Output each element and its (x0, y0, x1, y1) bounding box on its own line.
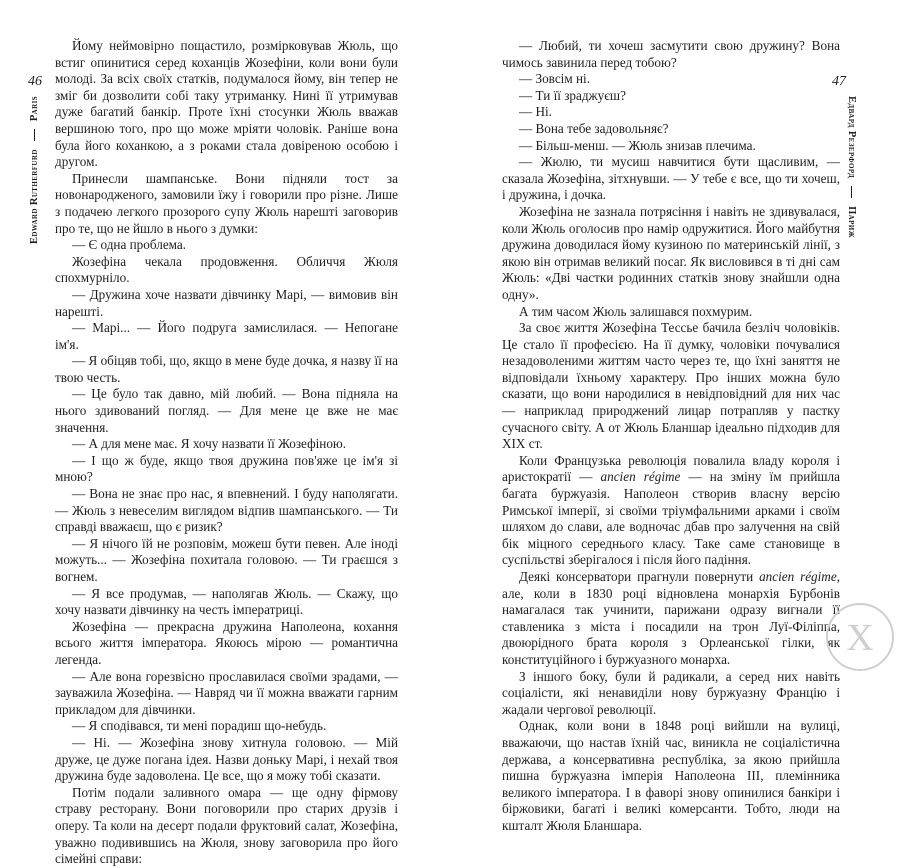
paragraph: — І що ж буде, якщо твоя дружина пов'яже це ім'я зі мною? (55, 452, 398, 485)
paragraph: — Дружина хоче назвати дівчинку Марі, — вимовив він нарешті. (55, 286, 398, 319)
paragraph: — Я сподівався, ти мені порадиш що-небудь. (72, 718, 327, 734)
paragraph: — Любий, ти хочеш засмутити свою дружину? Вона чимось завинила перед тобою? (502, 38, 840, 70)
paragraph: — Жюлю, ти мусиш навчитися бути щасливим, — сказала Жозефіна, зітхнувши. — У тебе є все, що ти хочеш, і дружина, і дочка. (502, 154, 840, 203)
paragraph: — Більш-менш. — Жюль знизав плечима. (519, 137, 756, 153)
paragraph: — Ти її зраджуєш? (519, 87, 626, 103)
paragraph: Деякі консерватори прагнули повернути ancien régime, але, коли в 1830 році відновлена монархія Бурбонів намагалася так учинити, парижани одразу вигнали її ставленика з міста і посадили на трон Луї-Філіппа, двоюрідного брата короля з Орлеанської гілки, як конституційного і буржуазного монарха. (502, 569, 840, 667)
paragraph: — Я все продумав, — наполягав Жюль. — Скажу, що хочу назвати дівчинку на честь імператриці. (55, 585, 398, 618)
paragraph: — Я нічого їй не розповім, можеш бути певен. Але іноді можуть... — Жозефіна похитала головою. — Ти граєшся з вогнем. (55, 535, 398, 584)
paragraph: — Є одна проблема. (72, 237, 187, 253)
paragraph: — Але вона горезвісно прославилася своїми зрадами, — зауважила Жозефіна. — Навряд чи її можна вважати гарним прикладом для дівчинки. (55, 668, 398, 717)
page-number: 46 (28, 74, 42, 89)
paragraph: Йому неймовірно пощастило, розмірковував Жюль, що встиг опинитися серед коханців Жозефіни, коли вони були молоді. За всіх своїх статків, подумалося йому, він тепер не зміг би дозволити собі таку утриманку. Нині її утримував дуже багатий банкір. Проте їхні стосунки Жюль вважав вершиною того, про що може мріяти чоловік. Раніше вона була його коханкою, а з роками стала довіреною особою і другом. (55, 38, 398, 170)
watermark-letter: Х (846, 617, 874, 659)
page-number: 47 (832, 74, 846, 89)
publisher-watermark-icon (824, 601, 896, 673)
running-head (29, 96, 40, 244)
paragraph: Потім подали заливного омара — ще одну фірмову страву ресторану. Вони поговорили про старих друзів і оперу. Та коли на десерт подали фруктовий салат, Жозефіна, уважно подивившись на Жюля, знову заговорила про його сімейні справи: (55, 784, 398, 867)
running-head-separator (35, 129, 36, 141)
paragraph: З іншого боку, були й радикали, а серед них навіть соціалісти, які ненавиділи нову буржуазну Францію і жадали чергової революції. (502, 668, 840, 717)
body-text (55, 38, 398, 868)
paragraph: Жозефіна не зазнала потрясіння і навіть не здивувалася, коли Жюль оголосив про намір одружитися. Його майбутня дружина доводилася йому кузиною по материнській лінії, з якою він отримав великий посаг. Як висловився в ті дні сам Жюль: «Дві частки родинних статків знову знайшли одна одну». (502, 203, 840, 302)
paragraph: — Я обіцяв тобі, що, якщо в мене буде дочка, я назву її на твою честь. (55, 353, 398, 385)
running-head-separator (851, 186, 852, 198)
paragraph: За своє життя Жозефіна Тессье бачила безліч чоловіків. Це стало її професією. На її думку, чоловіки почувалися незадоволеними життям часто через те, що їхні заняття не відповідали їхньому характеру. Про інших можна було сказати, що вони народилися в невідповідний для них час — наприклад природжений лицар потрапляв у пастку сучасного світу. А от Жюль Бланшар ідеально підходив для XIX ст. (502, 320, 840, 452)
left-page (0, 0, 450, 867)
paragraph: — Марі... — Його подруга замислилася. — Непогане ім'я. (55, 320, 398, 352)
body-text (502, 38, 840, 835)
running-head (846, 96, 857, 238)
paragraph: — Зовсім ні. (519, 71, 591, 87)
paragraph: — Це було так давно, мій любий. — Вона підняла на нього здивований погляд. — Для мене це вже не має значення. (55, 386, 398, 435)
paragraph: — А для мене має. Я хочу назвати її Жозефіною. (72, 436, 347, 452)
running-head-author: Edward Rutherfurd (29, 149, 40, 245)
paragraph: Жозефіна чекала продовження. Обличчя Жюля спохмурніло. (55, 253, 398, 286)
paragraph: Принесли шампанське. Вони підняли тост за новонародженого, замовили їжу і говорили про різне. Лише з подачею легкого прозорого супу Жюль нарешті заговорив про те, що не йшло в нього з думки: (55, 170, 398, 236)
paragraph: Коли Французька революція повалила владу короля і аристократії — ancien régime — на зміну їм прийшла багата буржуазія. Наполеон створив власну версію Римської імперії, зі своїми тріумфальними арками і своїм шляхом до слави, але водночас дбав про залучення на свій бік міцного середнього класу. Таке саме становище в суспільстві зберігалося і після його падіння. (502, 452, 840, 568)
paragraph: — Ні. (519, 104, 552, 120)
paragraph: А тим часом Жюль залишався похмурим. (519, 303, 753, 319)
right-page (450, 0, 900, 833)
running-head-title: Париж (846, 206, 857, 238)
paragraph: — Вона не знає про нас, я впевнений. І буду наполягати. — Жюль з невеселим виглядом відпив шампанського. — Ти справді вважаєш, що є ризик? (55, 486, 398, 535)
paragraph: — Вона тебе задовольняє? (519, 120, 669, 136)
paragraph: Однак, коли вони в 1848 році вийшли на вулиці, вважаючи, що настав їхній час, виникла не соціалістична держава, а консервативна республіка, за якою прийшла пишна буржуазна імперія Наполеона III, племінника великого імператора. І в фаворі знову опинилися банкіри і біржовики, багаті і великі комерсанти. Тобто, люди на кшталт Жюля Бланшара. (502, 718, 840, 833)
running-head-title: Paris (29, 96, 40, 122)
paragraph: Жозефіна — прекрасна дружина Наполеона, кохання всього життя імператора. Якоюсь мірою — романтична легенда. (55, 618, 398, 667)
paragraph: — Ні. — Жозефіна знову хитнула головою. — Мій друже, це дуже погана ідея. Назви доньку Марі, і нехай твоя дружина буде задоволена. Це все, що я можу тобі сказати. (55, 734, 398, 784)
running-head-author: Едвард Резерфорд (846, 96, 857, 179)
